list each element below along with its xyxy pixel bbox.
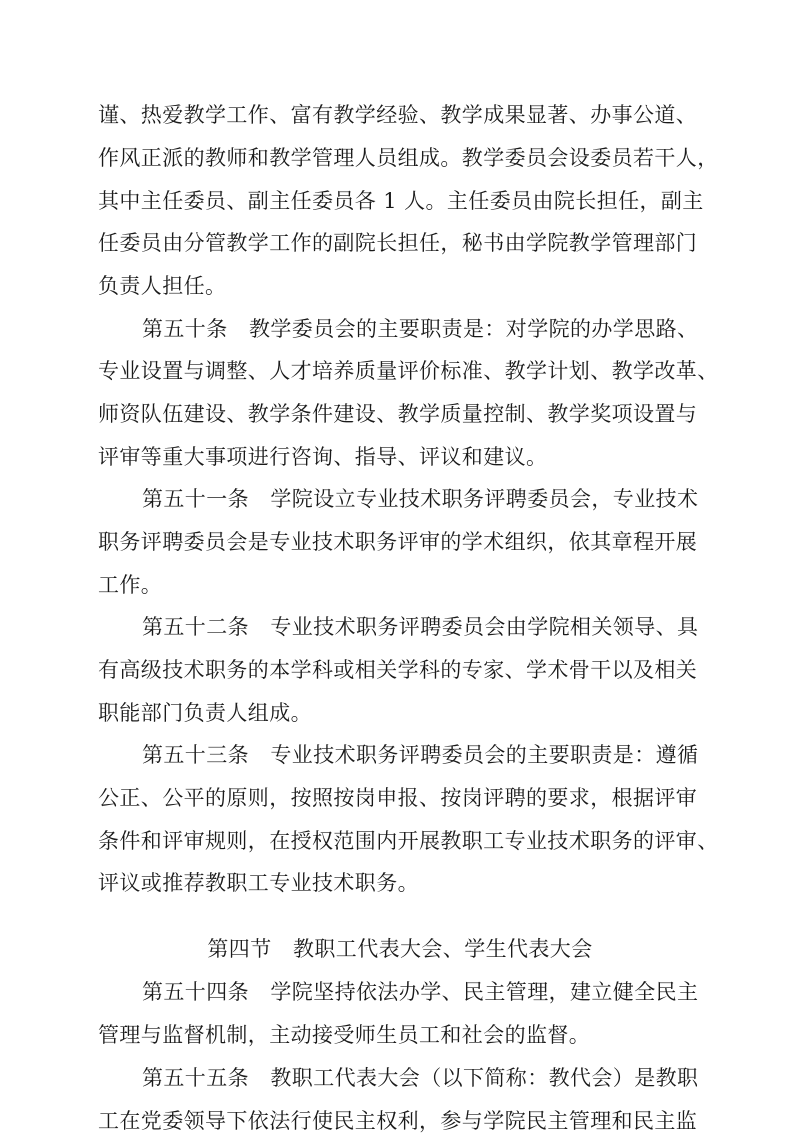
article-51-first-line: 第五十一条 学院设立专业技术职务评聘委员会，专业技术 (142, 487, 699, 511)
text-line-24: 工在党委领导下依法行使民主权利，参与学院民主管理和民主监 (98, 1109, 698, 1133)
text-line-17: 公正、公平的原则，按照按岗申报、按岗评聘的要求，根据评审 (98, 786, 698, 810)
section-heading: 第四节 教职工代表大会、学生代表大会 (207, 937, 593, 961)
text-line-2: 作风正派的教师和教学管理人员组成。教学委员会设委员若干人， (98, 146, 719, 170)
text-line-15: 职能部门负责人组成。 (98, 701, 312, 725)
text-line-11: 职务评聘委员会是专业技术职务评审的学术组织，依其章程开展 (98, 530, 698, 554)
text-line-19: 评议或推荐教职工专业技术职务。 (98, 871, 419, 895)
article-54-first-line: 第五十四条 学院坚持依法办学、民主管理，建立健全民主 (142, 980, 699, 1004)
text-line-7: 专业设置与调整、人才培养质量评价标准、教学计划、教学改革、 (98, 359, 719, 383)
article-53-first-line: 第五十三条 专业技术职务评聘委员会的主要职责是：遵循 (142, 743, 699, 767)
text-line-3: 其中主任委员、副主任委员各 1 人。主任委员由院长担任，副主 (98, 189, 704, 213)
text-line-4: 任委员由分管教学工作的副院长担任，秘书由学院教学管理部门 (98, 231, 698, 255)
article-52-first-line: 第五十二条 专业技术职务评聘委员会由学院相关领导、具 (142, 615, 699, 639)
text-line-5: 负责人担任。 (98, 274, 227, 298)
text-line-1: 谨、热爱教学工作、富有教学经验、教学成果显著、办事公道、 (98, 103, 698, 127)
text-line-18: 条件和评审规则，在授权范围内开展教职工专业技术职务的评审、 (98, 829, 719, 853)
text-line-8: 师资队伍建设、教学条件建设、教学质量控制、教学奖项设置与 (98, 402, 698, 426)
text-line-12: 工作。 (98, 573, 163, 597)
article-50-first-line: 第五十条 教学委员会的主要职责是：对学院的办学思路、 (142, 317, 699, 341)
text-line-22: 管理与监督机制，主动接受师生员工和社会的监督。 (98, 1023, 591, 1047)
text-line-14: 有高级技术职务的本学科或相关学科的专家、学术骨干以及相关 (98, 658, 698, 682)
article-55-first-line: 第五十五条 教职工代表大会（以下简称：教代会）是教职 (142, 1066, 699, 1090)
text-line-9: 评审等重大事项进行咨询、指导、评议和建议。 (98, 445, 548, 469)
